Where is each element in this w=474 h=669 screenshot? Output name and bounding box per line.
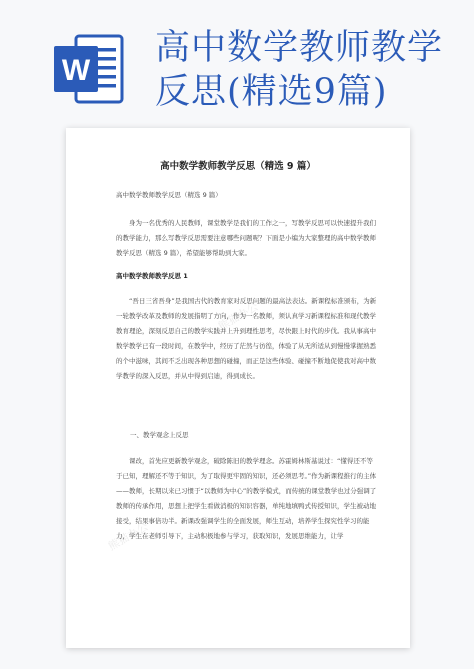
document-page (66, 128, 410, 648)
body-paragraph-1: “吾日三省吾身”是我国古代的教育家对反思问题的最高法表达。新课程标准颁布，为新一轮教学改革及教师的发展指明了方向，作为一名教师，须认真学习新课程标准和现代教学教育理论，深刻反思自己的教学实践并上升到理性思考，尽快跟上时代的步伐。我从事高中数学教学已有一段时间，在教学中，经历了茫然与彷徨，体验了从无所适从到慢慢掌握熟悉的个中滋味，其间不乏出现各种思想的碰撞，而正是这些体验、碰撞不断地促使我对高中数学教学的深入反思，并从中得到启迪，得到成长。 (116, 297, 377, 380)
section-heading: 高中数学教师教学反思 1 (116, 272, 188, 280)
sub-section-heading: 一、教学观念上反思 (130, 431, 189, 439)
banner-title-line-1: 高中数学教师教学 (155, 28, 444, 68)
intro-paragraph: 身为一名优秀的人民教师，课堂教学是我们的工作之一，写教学反思可以快速提升我们的教学能力，那么写教学反思需要注意哪些问题呢？下面是小编为大家整理的高中数学教师教学反思（精选 9 篇），希望能够帮助到大家。 (116, 219, 376, 257)
banner-title-line-2: 反思(精选9篇) (155, 72, 388, 112)
document-subtitle: 高中数学教师教学反思（精选 9 篇） (116, 191, 222, 199)
body-paragraph-2: 课改，首先应更新教学观念，破除陈旧的教学理念。苏霍姆林斯基说过：“懂得还不等于已知，理解还不等于知识，为了取得更牢固的知识，还必须思考。”作为新课程推行的主体——教师，长期以来已习惯于“以教师为中心”的教学模式，而传统的课堂教学也过分强调了教师的传承作用，思想上把学生看做消极的知识容器，单纯地填鸭式传授知识，学生被动地接受，结果事倍功半。新课改强调学生的全面发展，师生互动，培养学生探究性学习的能力，学生在老师引导下，主动积极地参与学习，获取知识，发展思维能力，让学 (116, 457, 377, 540)
header-banner (0, 0, 474, 120)
logo-letter: W (61, 54, 91, 87)
watermark: 熊猫办公 (215, 299, 261, 334)
word-document-icon (52, 30, 130, 108)
document-title: 高中数学教师教学反思（精选 9 篇） (160, 161, 316, 172)
watermark: 熊猫办公 (105, 519, 151, 554)
